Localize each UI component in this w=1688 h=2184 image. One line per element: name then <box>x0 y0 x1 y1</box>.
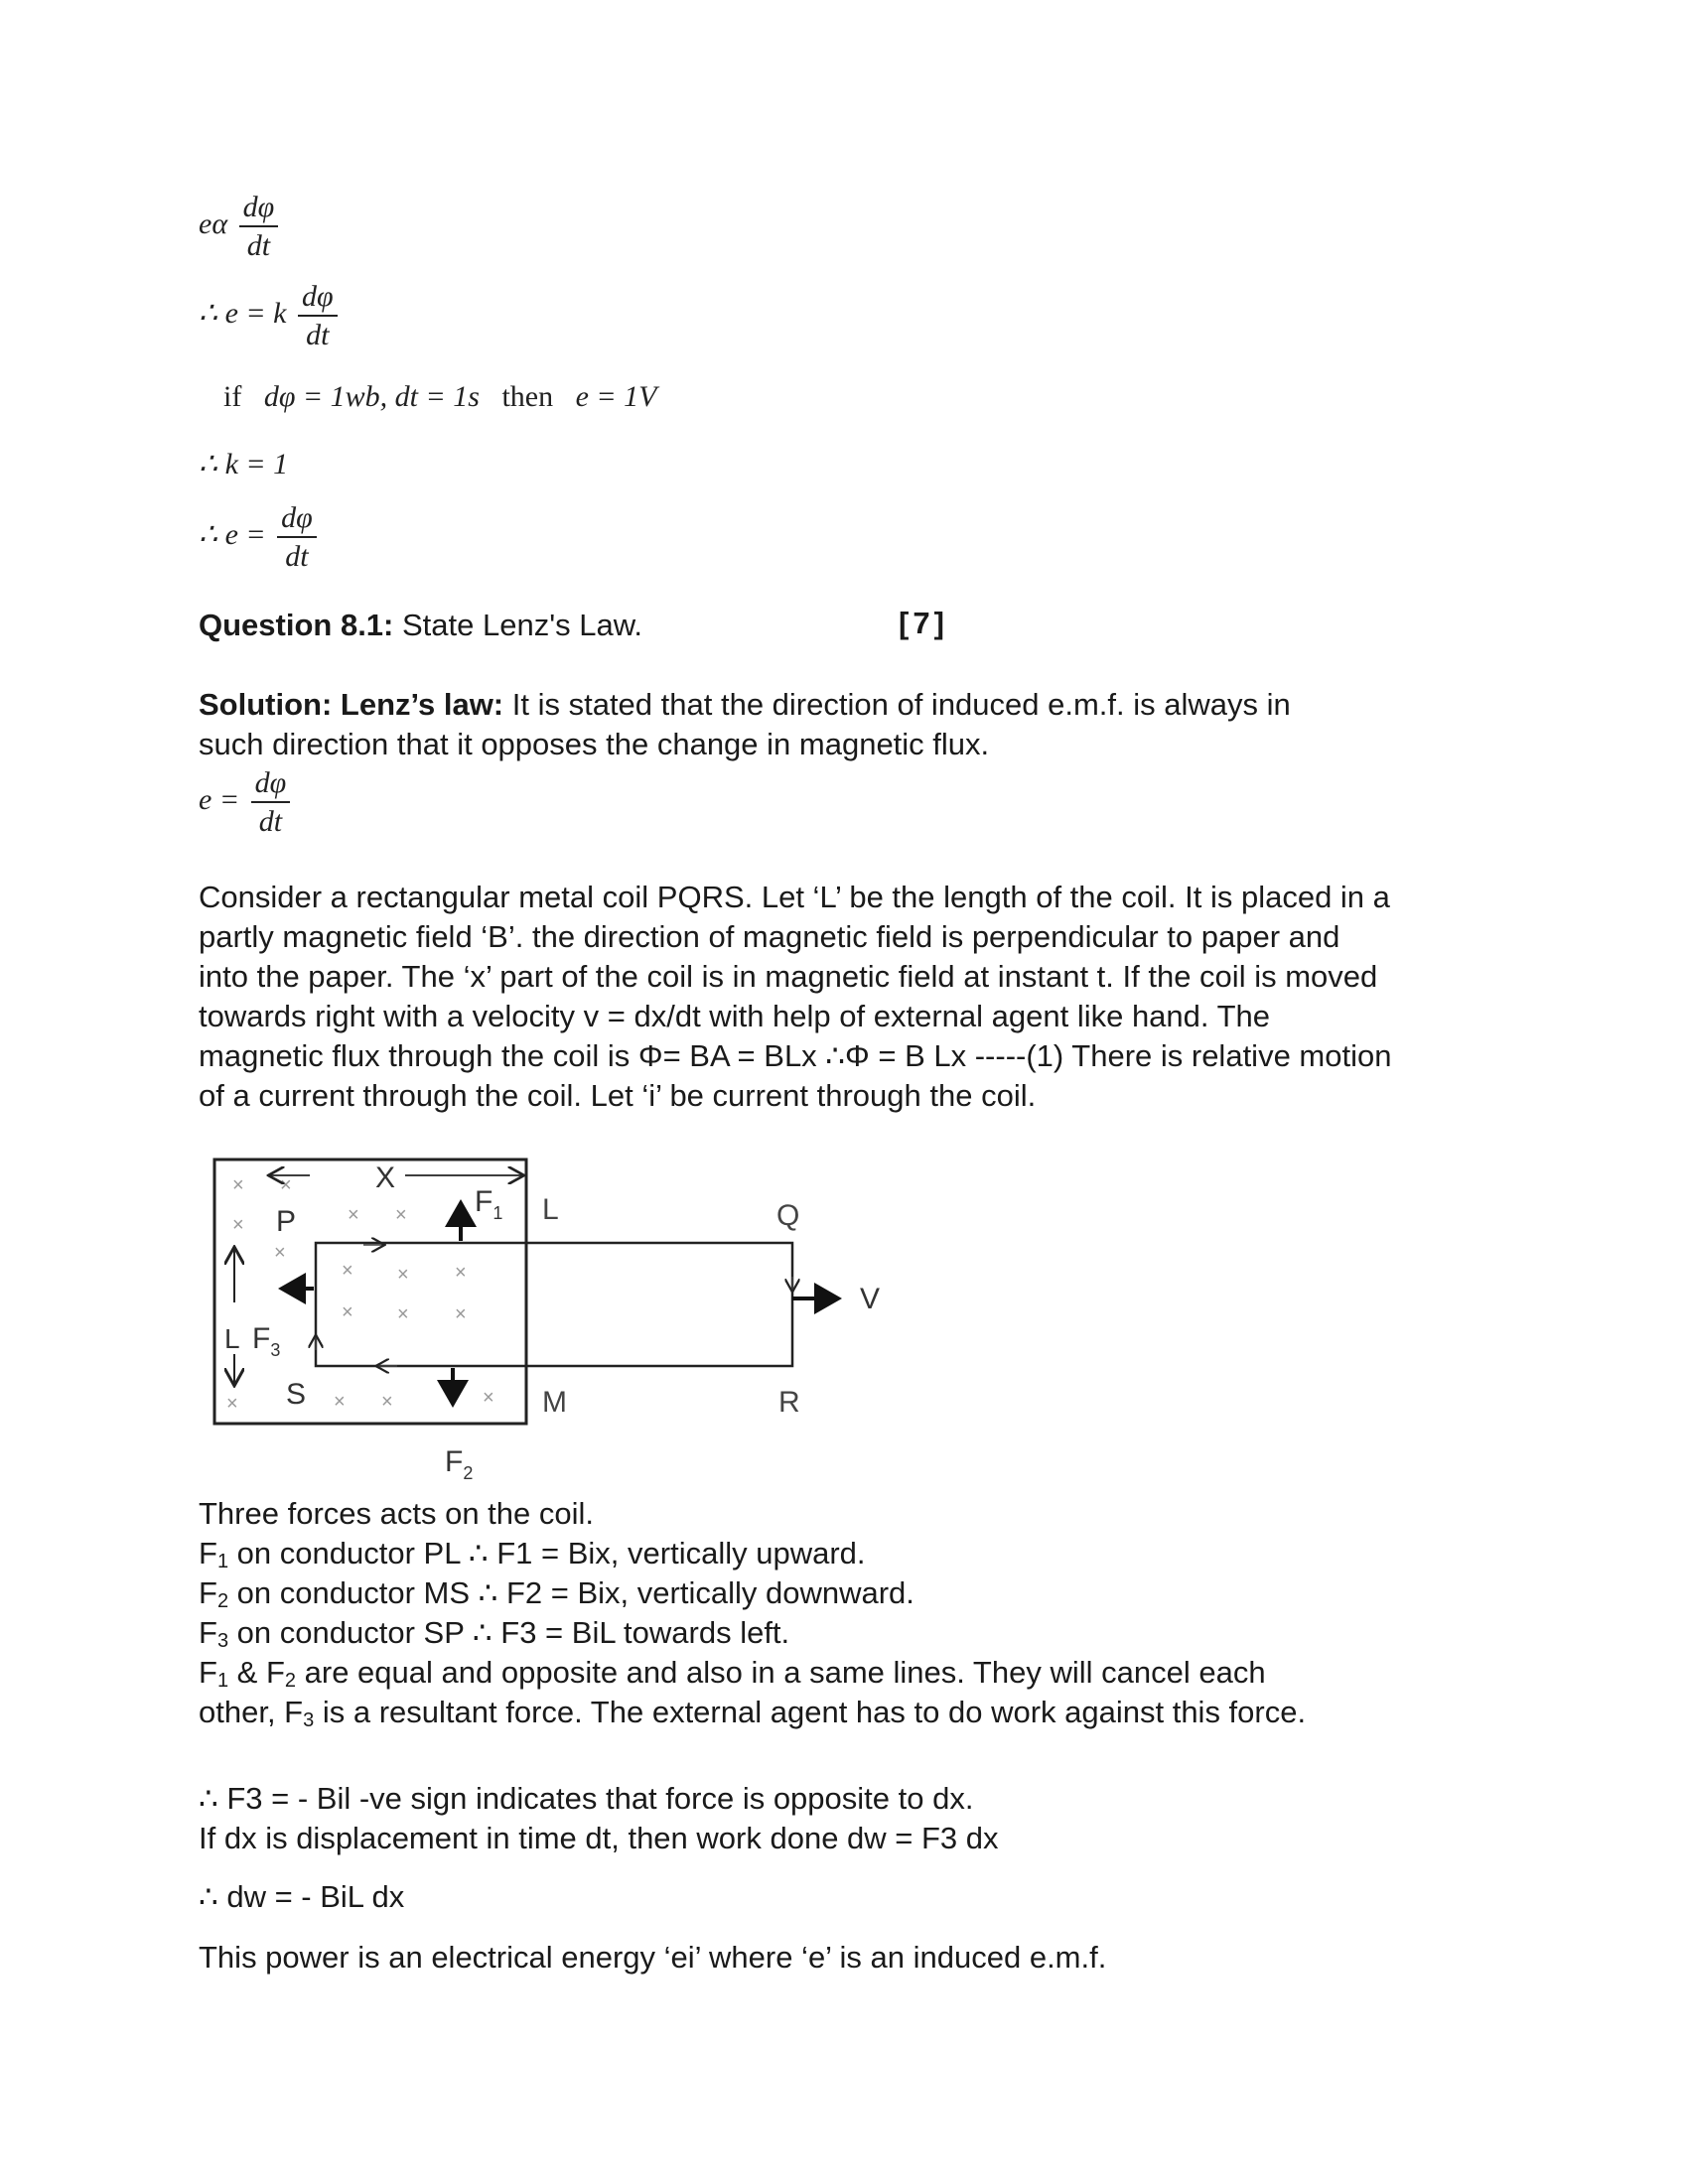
label-x: X <box>374 1161 396 1194</box>
fraction <box>277 502 317 572</box>
paragraph-coil <box>199 878 1489 1116</box>
field-cross: × <box>226 1393 238 1415</box>
field-cross: × <box>397 1264 409 1286</box>
paragraph-line: into the paper. The ‘x’ part of the coil is in magnetic field at instant t. If the coil is moved <box>199 959 1378 994</box>
derivation-line-5 <box>199 502 321 572</box>
field-cross: × <box>381 1391 393 1413</box>
field-cross: × <box>348 1204 359 1226</box>
work-dw: ∴ dw = - BiL dx <box>199 1879 405 1914</box>
math-then: then <box>501 380 554 413</box>
label-f3: $F_3$ <box>252 1322 281 1360</box>
fraction <box>298 281 338 350</box>
fraction <box>251 767 291 837</box>
fraction-denominator: dt <box>258 804 283 838</box>
work-section <box>199 1779 1489 1858</box>
field-cross: × <box>334 1391 346 1413</box>
fraction-numerator: dφ <box>298 281 338 317</box>
paragraph-line: Consider a rectangular metal coil PQRS. Let ‘L’ be the length of the coil. It is placed in a <box>199 880 1390 914</box>
math-lhs: e = <box>199 782 240 816</box>
label-m: M <box>542 1386 567 1419</box>
paragraph-line: magnetic flux through the coil is Φ= BA = BLx ∴Φ = B Lx -----(1) There is relative motion <box>199 1038 1392 1073</box>
label-q: Q <box>776 1199 800 1232</box>
derivation-line-2 <box>199 281 342 350</box>
fraction-numerator: dφ <box>277 502 317 538</box>
work-line: ∴ F3 = - Bil -ve sign indicates that force is opposite to dx. <box>199 1781 974 1816</box>
math-if: if <box>223 380 242 413</box>
paragraph-line: of a current through the coil. Let ‘i’ be current through the coil. <box>199 1078 1037 1113</box>
field-cross: × <box>280 1174 292 1196</box>
fraction-denominator: dt <box>246 228 271 262</box>
label-v: V <box>860 1283 881 1315</box>
force-f3-line: $F_3$ on conductor SP ∴ F3 = BiL towards left. <box>199 1615 790 1652</box>
math-lhs: ∴ e = k <box>199 296 287 330</box>
field-cross: × <box>455 1262 467 1284</box>
math-k: ∴ k = 1 <box>199 448 289 480</box>
paragraph-line: partly magnetic field ‘B’. the direction of magnetic field is perpendicular to paper and <box>199 919 1340 954</box>
derivation-line-3 <box>223 380 656 414</box>
field-cross: × <box>232 1174 244 1196</box>
derivation-line-4 <box>199 447 288 481</box>
math-lhs: eα <box>199 206 228 240</box>
force-f2-line: $F_2$ on conductor MS ∴ F2 = Bix, vertically downward. <box>199 1575 914 1612</box>
fraction-denominator: dt <box>285 539 309 573</box>
label-l-left: L <box>224 1323 240 1354</box>
force-f1-line: $F_1$ on conductor PL ∴ F1 = Bix, vertically upward. <box>199 1536 866 1572</box>
solution-line: such direction that it opposes the change in magnetic flux. <box>199 727 990 761</box>
field-cross: × <box>342 1260 353 1282</box>
fraction-numerator: dφ <box>239 192 279 227</box>
question-text: State Lenz's Law. <box>402 608 643 642</box>
fraction <box>239 192 279 261</box>
label-s: S <box>286 1378 307 1411</box>
coil-pqrs <box>316 1243 792 1366</box>
label-f2: $F_2$ <box>445 1445 474 1483</box>
fraction-denominator: dt <box>306 318 330 351</box>
label-p: P <box>276 1205 297 1238</box>
question-label: Question 8.1: <box>199 608 394 642</box>
field-cross: × <box>397 1303 409 1325</box>
derivation-line-1 <box>199 192 282 261</box>
field-cross: × <box>455 1303 467 1325</box>
question-marks: [7] <box>899 606 948 640</box>
math-lhs: ∴ e = <box>199 517 266 551</box>
label-f1: $F_1$ <box>475 1185 503 1223</box>
solution <box>199 685 1489 764</box>
field-cross: × <box>232 1214 244 1236</box>
work-line: If dx is displacement in time dt, then work done dw = F3 dx <box>199 1821 999 1855</box>
work-energy: This power is an electrical energy ‘ei’ where ‘e’ is an induced e.m.f. <box>199 1940 1107 1975</box>
field-cross: × <box>342 1301 353 1323</box>
field-cross: × <box>395 1204 407 1226</box>
force-equal-line: $F_1$ & $F_2$ are equal and opposite and also in a same lines. They will cancel each <box>199 1655 1266 1692</box>
force-resultant-line: other, $F_3$ is a resultant force. The external agent has to do work against this force. <box>199 1695 1307 1731</box>
forces-intro: Three forces acts on the coil. <box>199 1496 595 1531</box>
paragraph-line: towards right with a velocity v = dx/dt with help of external agent like hand. The <box>199 999 1270 1033</box>
label-r: R <box>778 1386 800 1419</box>
solution-line: It is stated that the direction of induced e.m.f. is always in <box>511 687 1291 722</box>
label-l-top: L <box>542 1193 559 1226</box>
fraction-numerator: dφ <box>251 767 291 803</box>
field-cross: × <box>483 1387 494 1409</box>
question <box>199 606 642 645</box>
math-condition: dφ = 1wb, dt = 1s <box>263 380 480 413</box>
field-cross: × <box>274 1242 286 1264</box>
forces-section <box>199 1494 1489 1732</box>
coil-diagram <box>199 1152 914 1489</box>
solution-label: Solution: Lenz’s law: <box>199 687 504 722</box>
solution-formula <box>199 767 294 837</box>
math-result: e = 1V <box>575 380 657 413</box>
